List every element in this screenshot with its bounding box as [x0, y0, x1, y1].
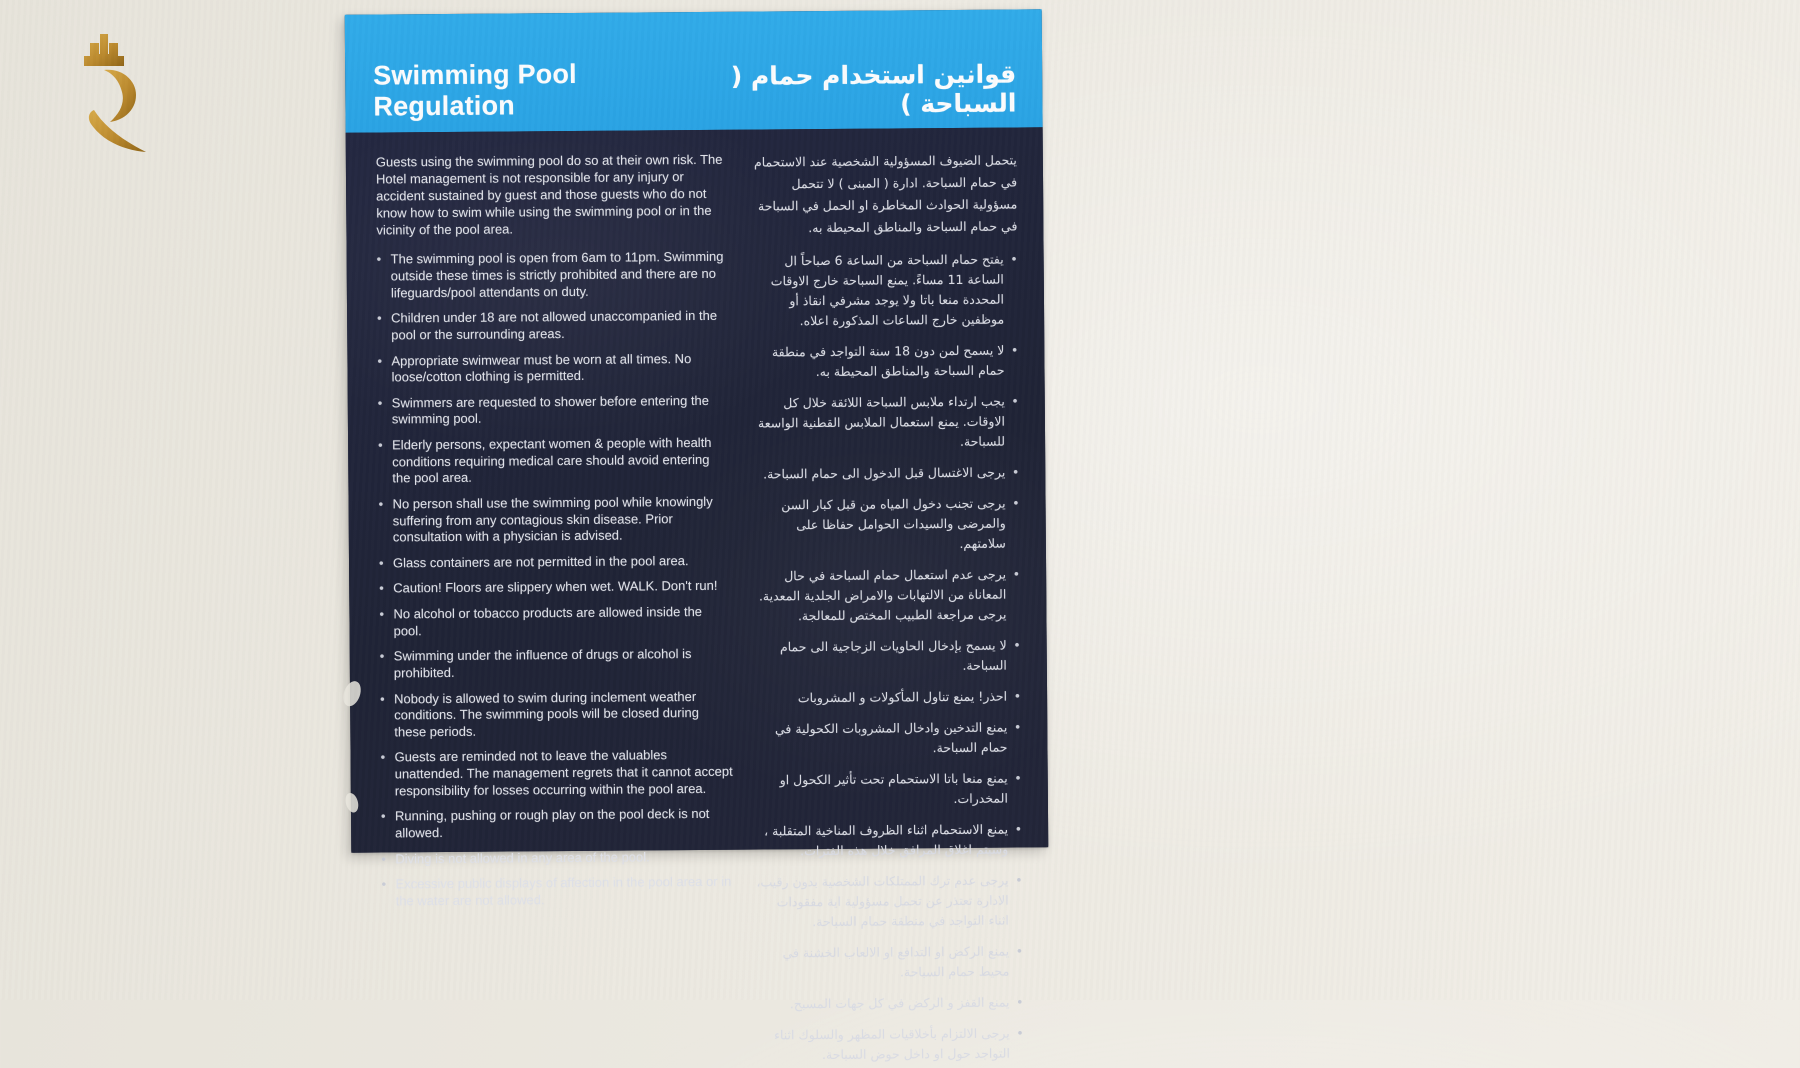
- bullet-dot-icon: •: [1016, 993, 1024, 1010]
- arabic-rules-column: [750, 149, 1024, 1062]
- arabic-rule-item: [755, 819, 1022, 861]
- bullet-dot-icon: •: [380, 808, 386, 824]
- worn-edge-mark: [340, 679, 364, 709]
- bullet-dot-icon: •: [376, 251, 382, 267]
- arabic-rule-item: [754, 635, 1021, 677]
- english-rule-item: [380, 646, 732, 682]
- crown-icon: [84, 34, 124, 66]
- bullet-dot-icon: •: [377, 310, 382, 326]
- english-rule-item: [380, 747, 732, 800]
- english-rule-item: [381, 848, 733, 867]
- bullet-dot-icon: •: [1014, 820, 1023, 837]
- bullet-dot-icon: •: [1011, 463, 1020, 480]
- english-rule-text: Caution! Floors are slippery when wet. WALK. Don't run!: [393, 578, 718, 596]
- arabic-rule-item: [756, 992, 1023, 1014]
- arabic-rule-item: [757, 1023, 1024, 1065]
- english-rule-text: Appropriate swimwear must be worn at all times. No loose/cotton clothing is permitted.: [391, 350, 692, 385]
- arabic-rule-text: يمنع القفز و الركض في كل جهات المسبح.: [789, 994, 1010, 1011]
- english-rule-text: Swimming under the influence of drugs or alcohol is prohibited.: [393, 646, 692, 681]
- bullet-dot-icon: •: [1015, 942, 1024, 959]
- arabic-rule-text: يمنع الاستحمام اثناء الظروف المناخية المتقلبة ، وسيتم اغلاق المرافق خلال هذه الفترات.: [764, 821, 1009, 858]
- bullet-dot-icon: •: [1016, 1024, 1024, 1041]
- english-rule-text: Swimmers are requested to shower before entering the swimming pool.: [391, 392, 710, 427]
- arabic-rule-text: يمنع منعا باتا الاستحمام تحت تأثير الكحول او المخدرات.: [779, 770, 1008, 806]
- english-rule-text: Running, pushing or rough play on the pool deck is not allowed.: [394, 806, 710, 841]
- english-rule-text: No person shall use the swimming pool while knowingly suffering from any contagious skin disease. Prior consultation with a physician is advised.: [392, 493, 713, 545]
- english-rules-column: [375, 151, 733, 909]
- english-rule-item: [377, 308, 729, 344]
- english-rule-text: Diving is not allowed in any area of the pool.: [395, 848, 650, 866]
- bullet-dot-icon: •: [1010, 250, 1018, 267]
- bullet-dot-icon: •: [381, 876, 387, 892]
- english-rule-text: No alcohol or tobacco products are allowed inside the pool.: [393, 604, 703, 639]
- arabic-rule-item: [753, 493, 1020, 555]
- pool-regulation-sign: [345, 9, 1049, 1062]
- bullet-dot-icon: •: [380, 749, 386, 765]
- arabic-intro-paragraph: يتحمل الضيوف المسؤولية الشخصية عند الاستحمام في حمام السباحة. ادارة ( المبنى ) لا تتحمل مسؤولية الحوادث المخاطرة او الحمل في السباحة في حمام السباحة والمناطق المحيطة به.: [753, 152, 1018, 235]
- crown-r-logo: [52, 22, 156, 162]
- bullet-dot-icon: •: [377, 353, 383, 369]
- english-rule-item: [381, 806, 733, 842]
- bullet-dot-icon: •: [1014, 769, 1022, 786]
- bullet-dot-icon: •: [379, 648, 385, 664]
- english-rule-item: [379, 494, 731, 547]
- bullet-dot-icon: •: [380, 691, 385, 707]
- english-rule-item: [377, 350, 729, 386]
- english-rule-item: [379, 604, 731, 640]
- arabic-rule-item: [752, 391, 1019, 453]
- english-rule-item: [379, 578, 731, 597]
- arabic-rule-text: يرجى عدم ترك الممتلكات الشخصية بدون رقيب، الادارة تعتذر عن تحمل مسؤولية اية مفقودات اثناء التواجد في منطقة حمام السباحة.: [756, 872, 1009, 929]
- bullet-dot-icon: •: [1010, 341, 1019, 358]
- bullet-dot-icon: •: [1013, 687, 1022, 704]
- arabic-rule-item: [755, 768, 1022, 810]
- sign-header: [345, 9, 1043, 132]
- english-rule-item: [377, 249, 729, 302]
- arabic-rule-text: احذر! يمنع تناول المأكولات و المشروبات: [797, 688, 1008, 705]
- sign-title-english: Swimming Pool Regulation: [373, 58, 577, 122]
- bullet-dot-icon: •: [1011, 392, 1019, 409]
- arabic-rule-item: [751, 340, 1018, 382]
- bullet-dot-icon: •: [1013, 636, 1021, 653]
- english-rules-list: [377, 249, 734, 910]
- arabic-rules-list: [751, 249, 1024, 1065]
- arabic-rule-text: لا يسمح بإدخال الحاويات الزجاجية الى حمام السباحة.: [779, 637, 1007, 673]
- english-intro-paragraph: Guests using the swimming pool do so at their own risk. The Hotel management is not responsible for any injury or accident sustained by guest and those guests who do not know how to swim while using the swimming pool or in the vicinity of the pool area.: [375, 151, 723, 238]
- arabic-rule-item: [755, 870, 1022, 932]
- arabic-rule-text: يفتح حمام السباحة من الساعة 6 صباحاً ال الساعة 11 مساءً. يمنع السباحة خارج الاوقات المحددة منعا باتا ولا يوجد مشرفي انقاذ أو موظفين خارج الساعات المذكورة اعلاه.: [770, 251, 1005, 328]
- bullet-dot-icon: •: [379, 606, 385, 622]
- english-rule-item: [379, 553, 731, 572]
- arabic-rule-text: يرجى الالتزام بأخلاقيات المظهر والسلوك اثناء التواجد حول او داخل حوض السباحة.: [773, 1025, 1010, 1062]
- english-rule-item: [378, 393, 730, 429]
- arabic-rule-item: [756, 941, 1023, 983]
- arabic-rule-text: يرجى الاغتسال قبل الدخول الى حمام السباحة.: [763, 464, 1006, 481]
- r-crescent: [104, 70, 136, 122]
- sign-body: [346, 127, 1049, 1062]
- worn-edge-mark: [343, 791, 360, 813]
- english-rule-text: Children under 18 are not allowed unaccompanied in the pool or the surrounding areas.: [391, 308, 718, 343]
- bullet-dot-icon: •: [1012, 494, 1020, 511]
- bullet-dot-icon: •: [378, 496, 384, 512]
- english-rule-item: [378, 435, 730, 488]
- arabic-rule-text: يجب ارتداء ملابس السباحة اللائقة خلال كل الاوقات. يمنع استعمال الملابس القطنية الواسعة للسباحة.: [757, 393, 1006, 449]
- english-rule-text: Glass containers are not permitted in the pool area.: [392, 552, 689, 571]
- english-rule-text: Guests are reminded not to leave the valuables unattended. The management regrets that it cannot accept responsibility for losses occurring within the pool area.: [394, 747, 733, 799]
- english-rule-item: [380, 688, 732, 741]
- english-rule-text: Elderly persons, expectant women & people with health conditions requiring medical care should avoid entering the pool area.: [392, 434, 712, 486]
- bullet-dot-icon: •: [379, 580, 384, 596]
- arabic-rule-item: [752, 462, 1019, 484]
- bullet-dot-icon: •: [381, 851, 386, 867]
- arabic-rule-text: يمنع التدخين وادخال المشروبات الكحولية في حمام السباحة.: [774, 719, 1008, 755]
- bullet-dot-icon: •: [1015, 871, 1023, 888]
- arabic-rule-item: [753, 564, 1020, 626]
- arabic-rule-text: يمنع الركض او التدافع او الالعاب الخشنة في محيط حمام السباحة.: [782, 943, 1010, 979]
- bullet-dot-icon: •: [1012, 565, 1021, 582]
- english-rule-item: [381, 874, 733, 910]
- bullet-dot-icon: •: [1013, 718, 1022, 735]
- arabic-rule-item: [754, 686, 1021, 708]
- bullet-dot-icon: •: [378, 437, 383, 453]
- bullet-dot-icon: •: [377, 395, 383, 411]
- sign-title-arabic: قوانين استخدام حمام ( السباحة ): [730, 59, 1017, 119]
- english-rule-text: Excessive public displays of affection in the pool area or in the water are not allowed.: [395, 873, 732, 909]
- bullet-dot-icon: •: [378, 555, 384, 571]
- arabic-rule-text: لا يسمح لمن دون 18 سنة التواجد في منطقة حمام السباحة والمناطق المحيطة به.: [771, 342, 1005, 379]
- english-rule-text: Nobody is allowed to swim during inclement weather conditions. The swimming pools will be closed during these periods.: [394, 688, 699, 740]
- arabic-rule-text: يرجى عدم استعمال حمام السباحة في حال المعاناة من الالتهابات والامراض الجلدية المعدية. يرجى مراجعة الطبيب المختص للمعالجة.: [758, 566, 1007, 623]
- crown-r-logo-graphic: [52, 22, 156, 162]
- english-rule-text: The swimming pool is open from 6am to 11pm. Swimming outside these times is strictly prohibited and there are no lifeguards/pool attendants on duty.: [390, 249, 724, 301]
- arabic-rule-text: يرجى تجنب دخول المياه من قبل كبار السن والمرضى والسيدات الحوامل حفاظا على سلامتهم.: [781, 495, 1006, 551]
- arabic-rule-item: [751, 249, 1019, 331]
- arabic-rule-item: [754, 717, 1021, 759]
